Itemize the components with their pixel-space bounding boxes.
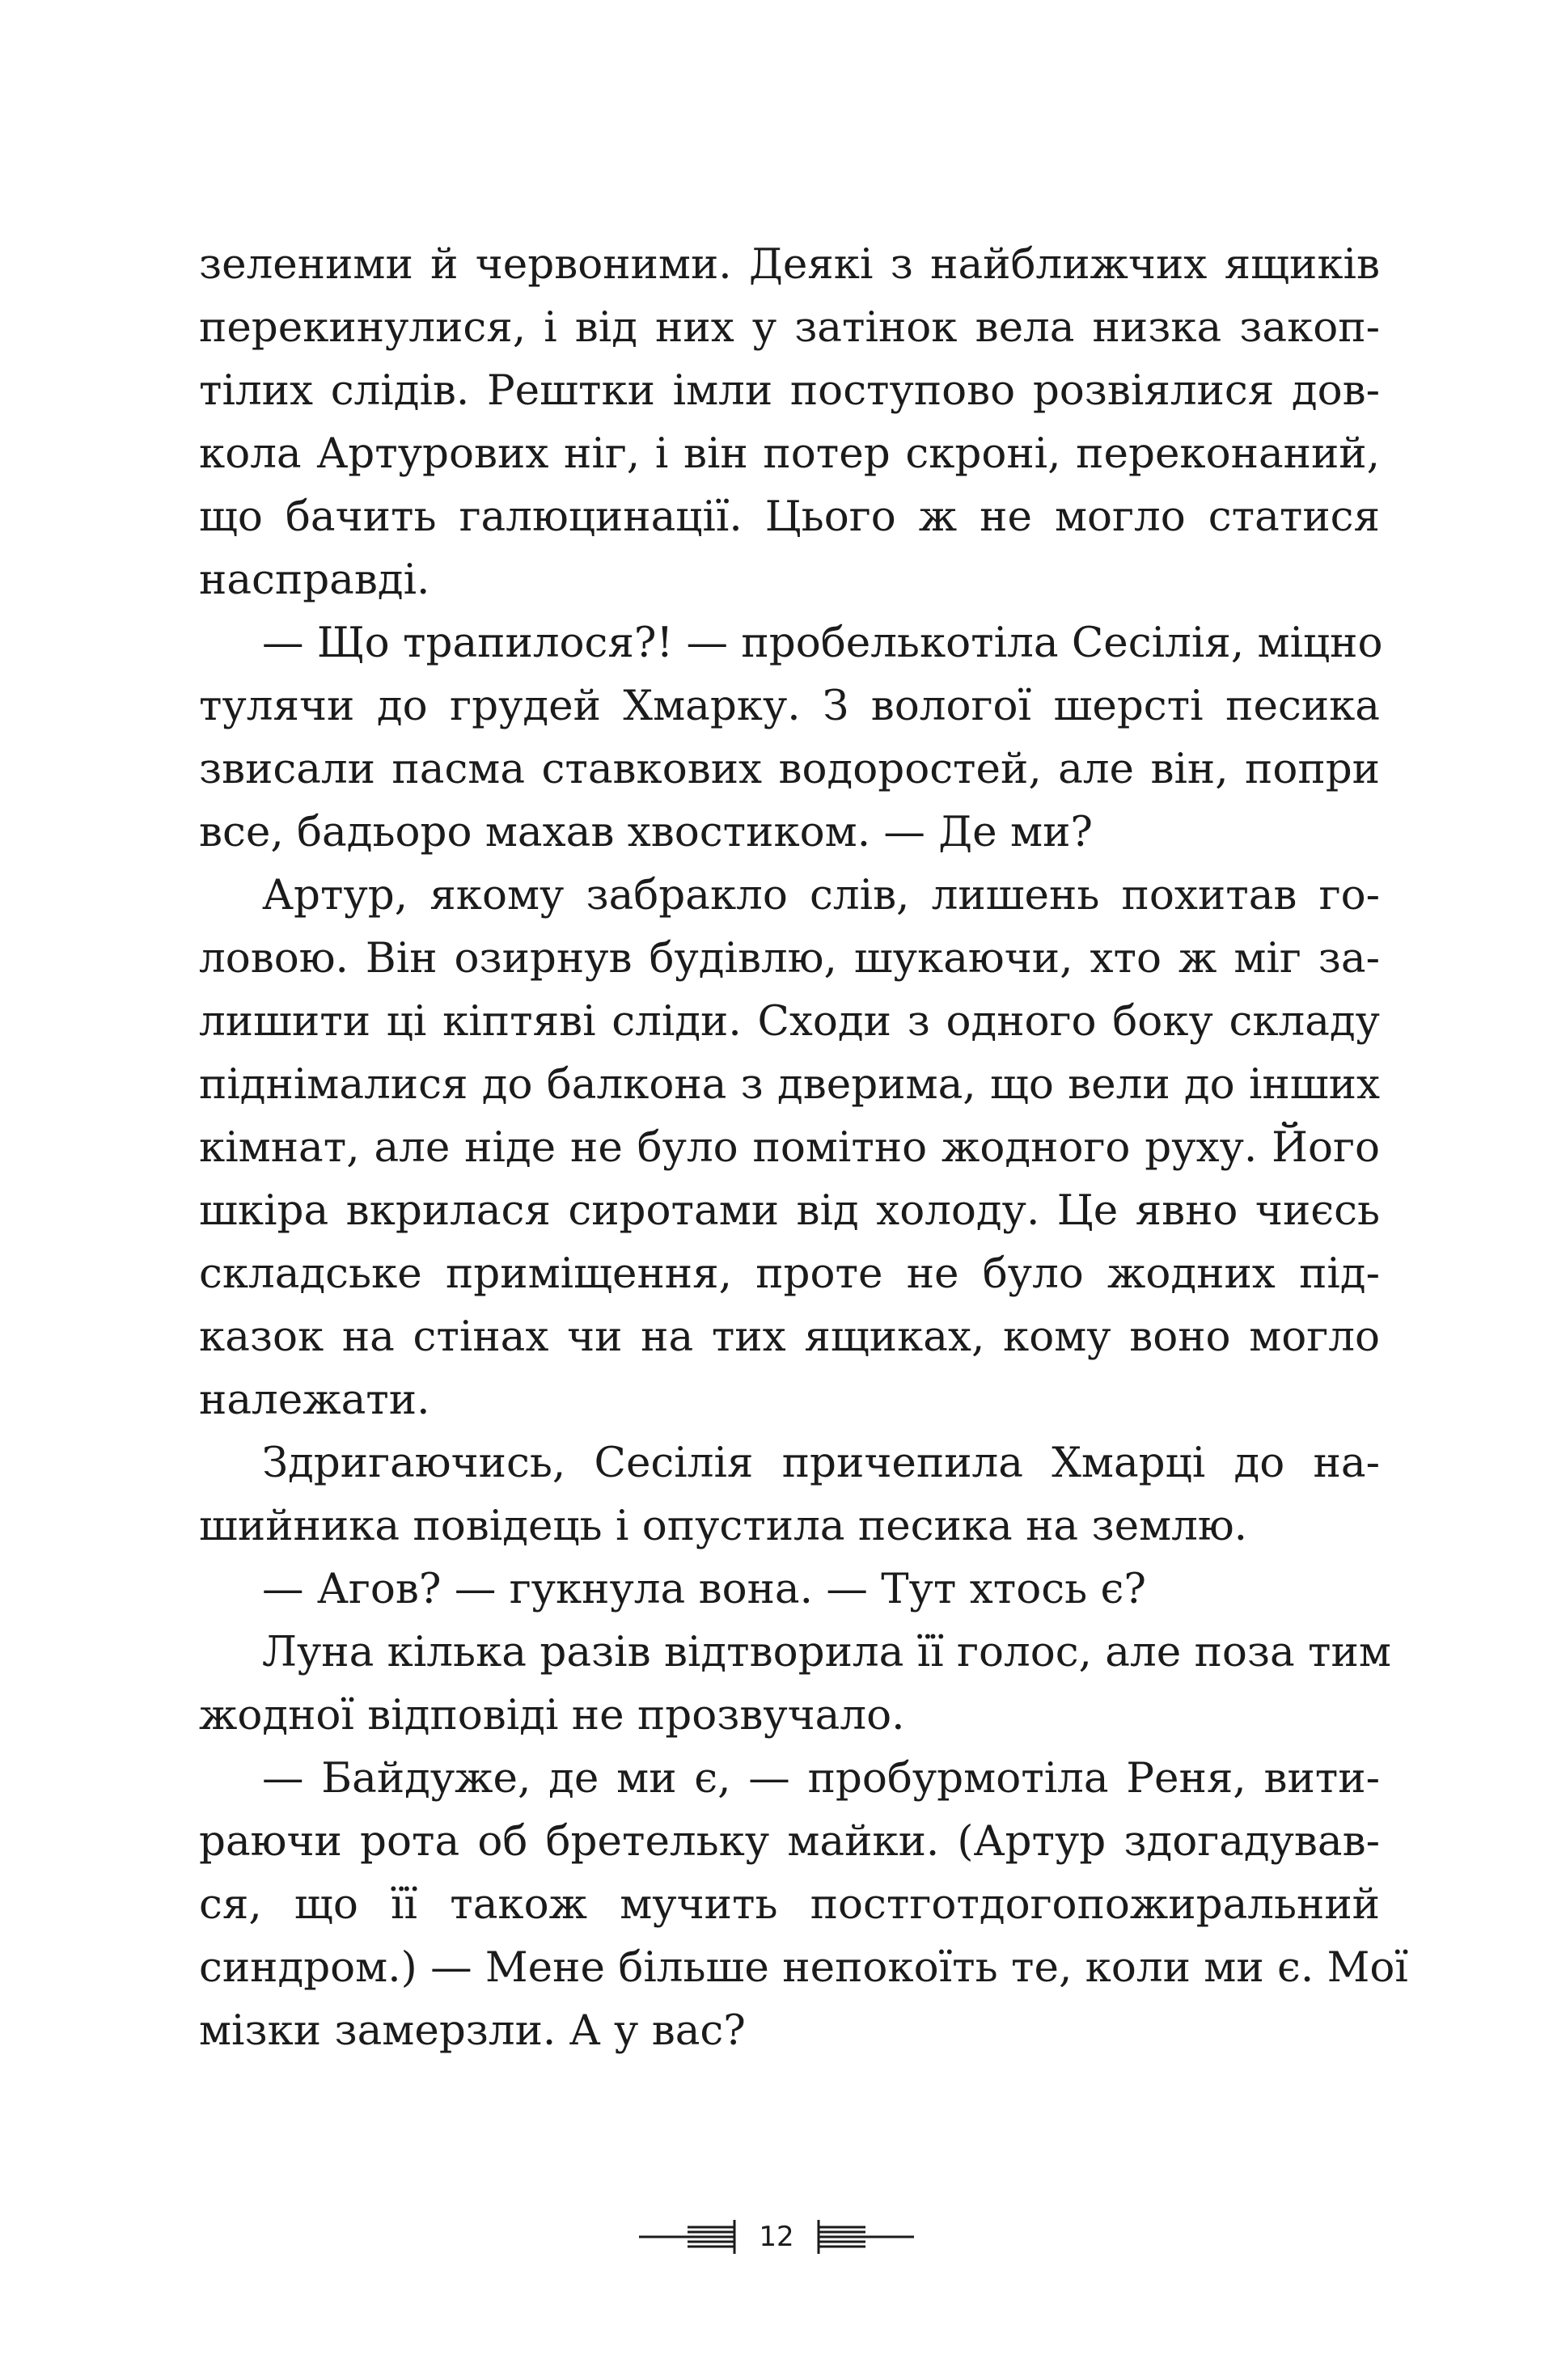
text-line: все, бадьоро махав хвостиком. — Де ми? — [199, 808, 1094, 856]
text-line: раючи рота об бретельку майки. (Артур здогадував- — [199, 1817, 1380, 1866]
text-line: кімнат, але ніде не було помітно жодного руху. Його — [199, 1123, 1380, 1172]
folio-ornament-right-icon — [809, 2212, 914, 2262]
text-line: звисали пасма ставкових водоростей, але він, попри — [199, 745, 1380, 793]
text-line: піднімалися до балкона з дверима, що вели до інших — [199, 1060, 1380, 1109]
text-line: тулячи до грудей Хмарку. З вологої шерсті песика — [199, 682, 1380, 730]
text-line: ся, що її також мучить постготдогопожиральний — [199, 1880, 1380, 1929]
folio-ornament-left-icon — [639, 2212, 744, 2262]
text-line: мізки замерзли. А у вас? — [199, 2006, 746, 2055]
text-line: кола Артурових ніг, і він потер скроні, переконаний, — [199, 429, 1380, 478]
page-number: 12 — [759, 2221, 794, 2253]
text-line: — Що трапилося?! — пробелькотіла Сесілія, міцно — [262, 619, 1383, 667]
text-line: що бачить галюцинації. Цього ж не могло статися — [199, 492, 1380, 541]
page-folio — [639, 2212, 914, 2262]
text-line: — Байдуже, де ми є, — пробурмотіла Реня, вити- — [262, 1754, 1380, 1803]
text-line: лишити ці кіптяві сліди. Сходи з одного боку складу — [199, 997, 1380, 1046]
body-text — [199, 233, 1408, 2062]
text-line: — Агов? — гукнула вона. — Тут хтось є? — [262, 1565, 1146, 1613]
text-line: тілих слідів. Рештки імли поступово розвіялися дов- — [199, 366, 1380, 415]
text-line: зеленими й червоними. Деякі з найближчих ящиків — [199, 240, 1380, 289]
text-line: складське приміщення, проте не було жодних під- — [199, 1249, 1380, 1298]
text-line: шкіра вкрилася сиротами від холоду. Це явно чиєсь — [199, 1186, 1380, 1235]
text-line: Артур, якому забракло слів, лишень похитав го- — [262, 871, 1380, 919]
text-line: належати. — [199, 1376, 430, 1424]
text-line: синдром.) — Мене більше непокоїть те, коли ми є. Мої — [199, 1943, 1408, 1992]
text-line: ловою. Він озирнув будівлю, шукаючи, хто ж міг за- — [199, 934, 1380, 983]
text-line: перекинулися, і від них у затінок вела низка закоп- — [199, 303, 1380, 352]
text-line: казок на стінах чи на тих ящиках, кому воно могло — [199, 1313, 1380, 1361]
text-line: Здригаючись, Сесілія причепила Хмарці до на- — [262, 1439, 1380, 1487]
text-line: насправді. — [199, 556, 430, 604]
text-line: жодної відповіді не прозвучало. — [199, 1691, 905, 1740]
text-line: шийника повідець і опустила песика на землю. — [199, 1502, 1248, 1550]
text-line: Луна кілька разів відтворила її голос, але поза тим — [262, 1628, 1391, 1676]
